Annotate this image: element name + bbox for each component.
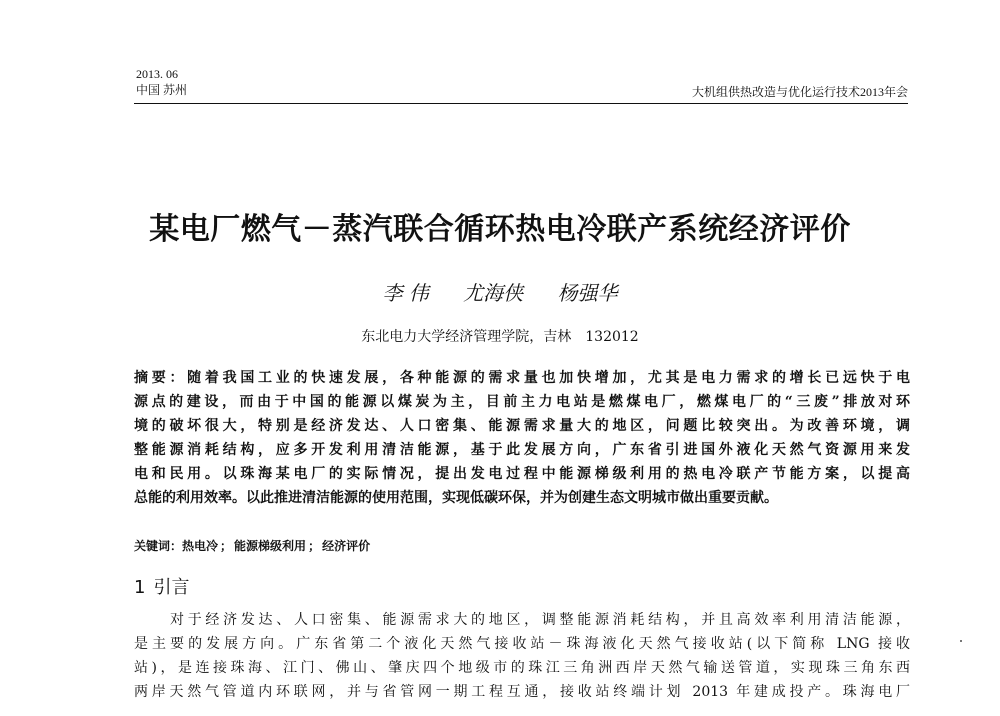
keyword-separator: ；	[308, 539, 321, 553]
header-rule	[134, 103, 908, 104]
keyword: 热电冷	[182, 539, 219, 553]
abstract	[134, 366, 910, 510]
section-heading	[134, 576, 189, 600]
author-1: 李 伟	[382, 281, 429, 305]
affiliation-postcode: 132012	[585, 329, 639, 345]
body-line: 是主要的发展方向。广东省第二个液化天然气接收站－珠海液化天然气接收站(以下简称 LNG 接收	[134, 636, 910, 652]
header-conference: 大机组供热改造与优化运行技术2013年会	[691, 85, 908, 99]
keywords	[134, 538, 370, 554]
body-paragraph	[134, 608, 910, 704]
abstract-line: 整能源消耗结构，应多开发利用清洁能源，基于此发展方向，广东省引进国外液化天然气资源用来发	[134, 442, 910, 458]
scan-speck	[960, 640, 962, 642]
keyword-separator: ；	[220, 539, 233, 553]
body-line: 对于经济发达、人口密集、能源需求大的地区，调整能源消耗结构，并且高效率利用清洁能源，	[170, 612, 910, 628]
abstract-line: 境的破坏很大，特别是经济发达、人口密集、能源需求量大的地区，问题比较突出。为改善环境，调	[134, 418, 910, 434]
body-line: 两岸天然气管道内环联网，并与省管网一期工程互通，接收站终端计划 2013 年建成投产。珠海电厂	[134, 684, 910, 700]
abstract-line: 源点的建设，而由于中国的能源以煤炭为主，目前主力电站是燃煤电厂，燃煤电厂的“三废”排放对环	[134, 394, 910, 410]
keyword: 经济评价	[322, 539, 371, 553]
abstract-line: 摘要：随着我国工业的快速发展，各种能源的需求量也加快增加，尤其是电力需求的增长已远快于电	[134, 370, 910, 386]
abstract-line: 电和民用。以珠海某电厂的实际情况，提出发电过程中能源梯级利用的热电冷联产节能方案，以提高	[134, 466, 910, 482]
affiliation	[0, 327, 1000, 347]
paper-title: 某电厂燃气－蒸汽联合循环热电冷联产系统经济评价	[149, 212, 851, 247]
section-number: 1	[134, 577, 146, 598]
affiliation-text: 东北电力大学经济管理学院，吉林	[361, 329, 572, 345]
body-line: 站)，是连接珠海、江门、佛山、肇庆四个地级市的珠江三角洲西岸天然气输送管道，实现珠三角东西	[134, 660, 910, 676]
author-3: 杨强华	[557, 281, 618, 305]
author-list	[0, 280, 1000, 306]
keywords-label: 关键词：	[134, 539, 183, 553]
header-location: 中国 苏州	[136, 83, 188, 97]
header-date: 2013. 06	[136, 67, 178, 81]
running-header-left	[136, 66, 187, 98]
section-title: 引言	[153, 577, 190, 598]
abstract-line: 总能的利用效率。以此推进清洁能源的使用范围，实现低碳环保，并为创建生态文明城市做出重要贡献。	[134, 490, 778, 506]
author-2: 尤海侠	[463, 281, 524, 305]
keyword: 能源梯级利用	[234, 539, 307, 553]
